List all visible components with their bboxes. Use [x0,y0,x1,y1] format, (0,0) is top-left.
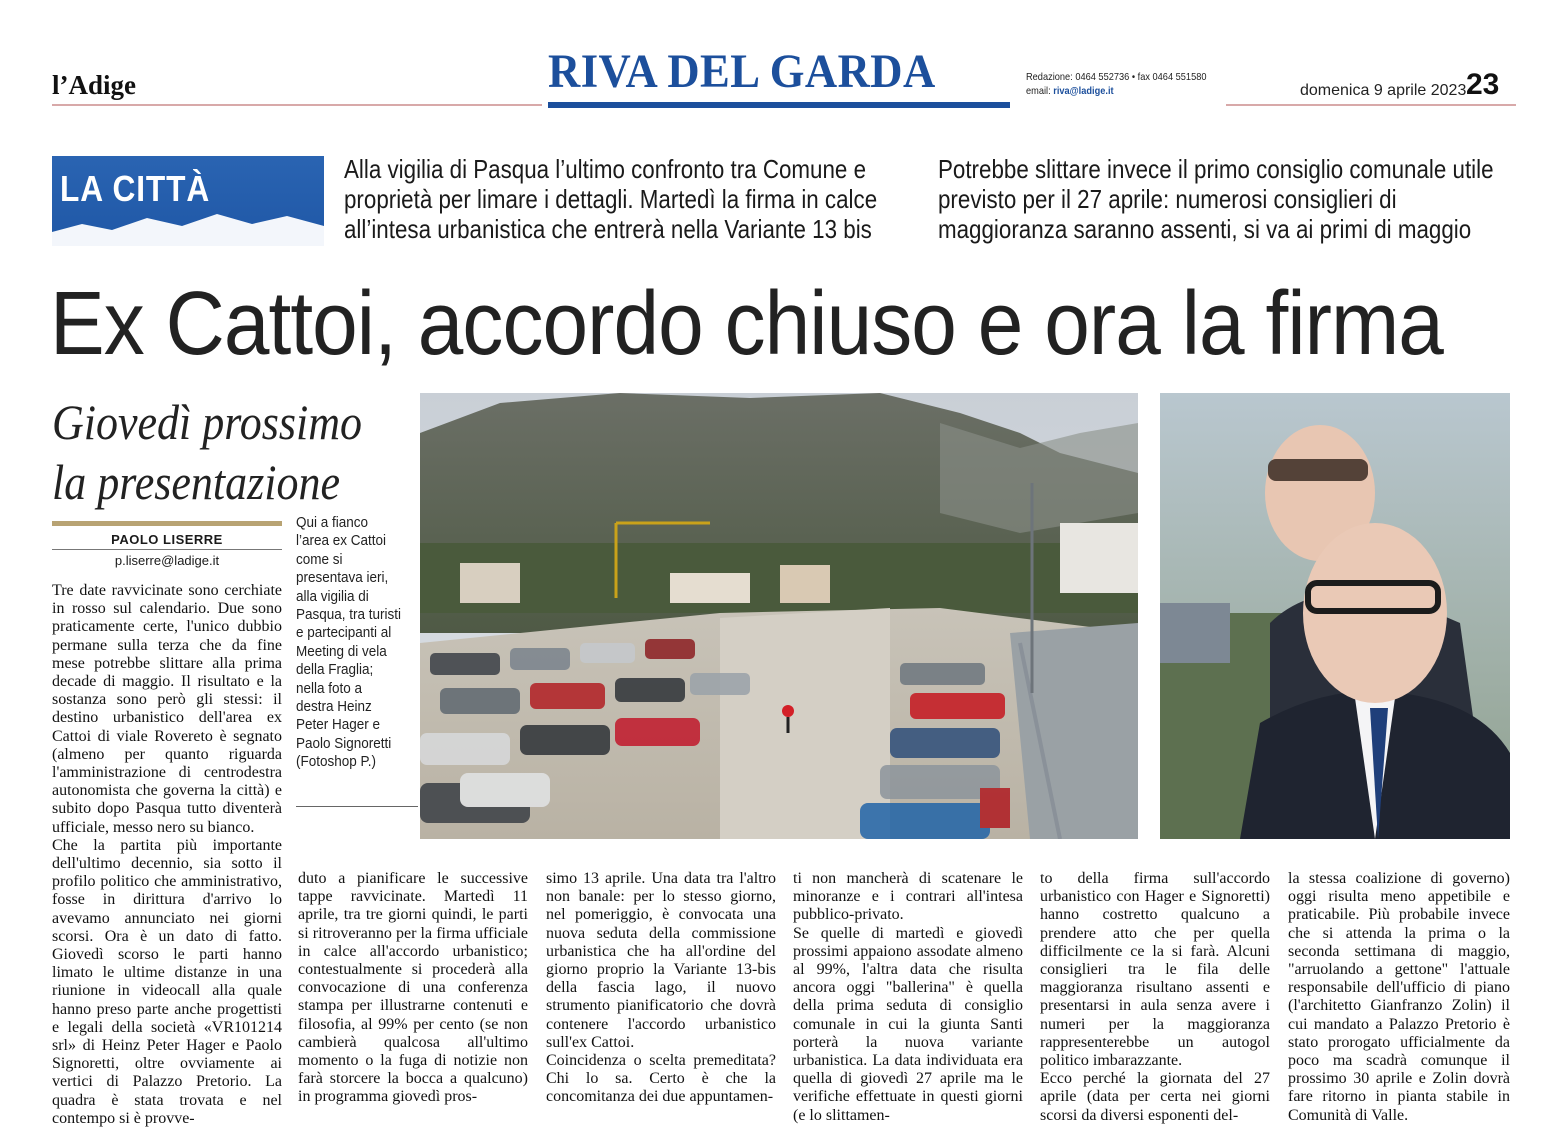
mountain-silhouette-icon [52,206,324,246]
subhead-line-1: Giovedì prossimo [52,394,363,450]
article-paragraph: simo 13 aprile. Una data tra l'altro non banale: per lo stesso giorno, nel pomeriggio, è convocata una nuova seduta della commissione urbanistica che ha all'ordine del giorno proprio la Variante 13-bis della fascia lago, il nuovo strumento pianificatorio che dovrà contenere l'accordo urbanistico sull'ex Cattoi. [546,870,776,1051]
caption-rule [296,806,418,807]
deck-right: Potrebbe slittare invece il primo consiglio comunale utile previsto per il 27 aprile: numerosi consiglieri di maggioranza saranno assenti, si va ai primi di maggio [938,154,1494,244]
article-paragraph: Che la partita più importante dell'ultimo decennio, sia sotto il profilo politico che amministrativo, fosse in dirittura d'arrivo lo avevamo annunciato nei giorni scorsi. Ora è un dato di fatto. Giovedì scorso le parti hanno limato le ultime distanze in una riunione in videocall alla quale hanno preso parte anche progettisti e legali della società «VR101214 srl» di Heinz Peter Hager e Paolo Signoretti, oltre ovviamente ai vertici di Palazzo Pretorio. La quadra è stata trovata e nel contempo si è provve- [52,836,282,1127]
contact-email[interactable]: riva@ladige.it [1053,85,1114,97]
byline-rule [52,549,282,550]
byline-author: PAOLO LISERRE [111,532,223,547]
photo-hager-signoretti [1160,393,1510,839]
headline: Ex Cattoi, accordo chiuso e ora la firma [50,274,1443,374]
photo-hager-signoretti-illustration [1160,393,1510,839]
deck-left: Alla vigilia di Pasqua l’ultimo confronto tra Comune e proprietà per limare i dettagli. Martedì la firma in calce all’intesa urbanistica che entrerà nella Variante 13 bis [344,154,878,244]
contact-info [1026,70,1206,98]
article-paragraph: Ecco perché la giornata del 27 aprile (data per certa nei giorni scorsi da diversi esponenti del- [1040,1070,1270,1124]
page-number: 23 [1466,68,1500,101]
article-paragraph: duto a pianificare le successive tappe ravvicinate. Martedì 11 aprile, tra tre giorni quindi, le parti si ritroveranno per la firma ufficiale in calce all'accordo urbanistico; contestualmente si procederà alla convocazione di una conferenza stampa per illustrarne contenuti e filosofia, al 99% per cento (se non cambierà qualcosa all'ultimo momento o la fuga di notizie non farà storcere la bocca a qualcuno) in programma giovedì pros- [298,870,528,1106]
article-paragraph: to della firma sull'accordo urbanistico con Hager e Signoretti) hanno costretto qualcuno a prendere atto che per quella difficilmente ce la si farà. Alcuni consiglieri tra le fila delle maggioranza risultano assenti e presentarsi in aula senza avere i numeri per la maggioranza rappresenterebbe un autogol politico imbarazzante. [1040,870,1270,1070]
article-column-5 [1040,870,1270,1128]
section-label-box [52,156,324,246]
photo-parking-area [420,393,1138,839]
article-paragraph: Tre date ravvicinate sono cerchiate in rosso sul calendario. Due sono praticamente certe, l'unico dubbio permane sulla terza che da fine mese potrebbe slittare alla prima decade di maggio. Il risultato e la sostanza sono però gli stessi: il destino urbanistico dell'area ex Cattoi di viale Rovereto è segnato (almeno per quanto riguarda l'amministrazione di centrodestra autonomista che governa la città) e subito dopo Pasqua tutto diventerà ufficiale, messo nero su bianco. [52,582,282,836]
article-column-3 [546,870,776,1128]
subhead [52,392,362,512]
article-column-2 [298,870,528,1128]
subhead-line-2: la presentazione [52,454,341,510]
section-title-underline [548,102,1010,108]
photo-caption: Qui a fianco l’area ex Cattoi come si presentava ieri, alla vigilia di Pasqua, tra turisti e partecipanti al Meeting di vela della Fraglia; nella foto a destra Heinz Peter Hager e Paolo Signoretti (Fotoshop P.) [296,514,402,771]
article-column-6 [1288,870,1510,1128]
article-paragraph: ti non mancherà di scatenare le minoranze e i contrari all'intesa pubblico-privato. [793,870,1023,924]
article-paragraph: Se quelle di martedì e giovedì prossimi appaiono assodate almeno al 99%, l'altra data che risulta ancora oggi "ballerina" è quella della prima seduta di consiglio comunale in cui la giunta Santi porterà la nuova variante urbanistica. La data individuata era quella di giovedì 27 aprile ma le verifiche effettuate in questi giorni (e lo slittamen- [793,924,1023,1124]
section-label: LA CITTÀ [60,168,211,209]
contact-email-label: email: [1026,85,1051,97]
article-paragraph: Coincidenza o scelta premeditata? Chi lo sa. Certo è che la concomitanza dei due appuntamen- [546,1052,776,1106]
photo-parking-area-illustration [420,393,1138,839]
contact-phone: Redazione: 0464 552736 • fax 0464 551580 [1026,71,1207,83]
article-column-1 [52,582,282,1130]
byline-bar [52,521,282,526]
masthead-rule-right [1226,104,1516,106]
masthead-rule-left [52,104,542,106]
contact-email-line [1026,84,1206,98]
byline-email[interactable]: p.liserre@ladige.it [114,553,220,568]
issue-date: domenica 9 aprile 2023 [1300,82,1467,99]
section-title: RIVA DEL GARDA [548,45,936,98]
article-column-4 [793,870,1023,1128]
newspaper-logo: l’Adige [52,70,136,100]
article-paragraph: la stessa coalizione di governo) oggi risulta meno appetibile e praticabile. Più probabile invece che si attenda la prima o la seconda settimana di maggio, "arruolando a gettone" l'attuale responsabile dell'ufficio di piano (l'architetto Gianfranzo Zolin) il cui mandato a Palazzo Pretorio è stato prorogato ufficialmente da poco ma scadrà comunque il prossimo 30 aprile e Zolin dovrà fare ritorno in pianta stabile in Comunità di Valle. [1288,870,1510,1124]
